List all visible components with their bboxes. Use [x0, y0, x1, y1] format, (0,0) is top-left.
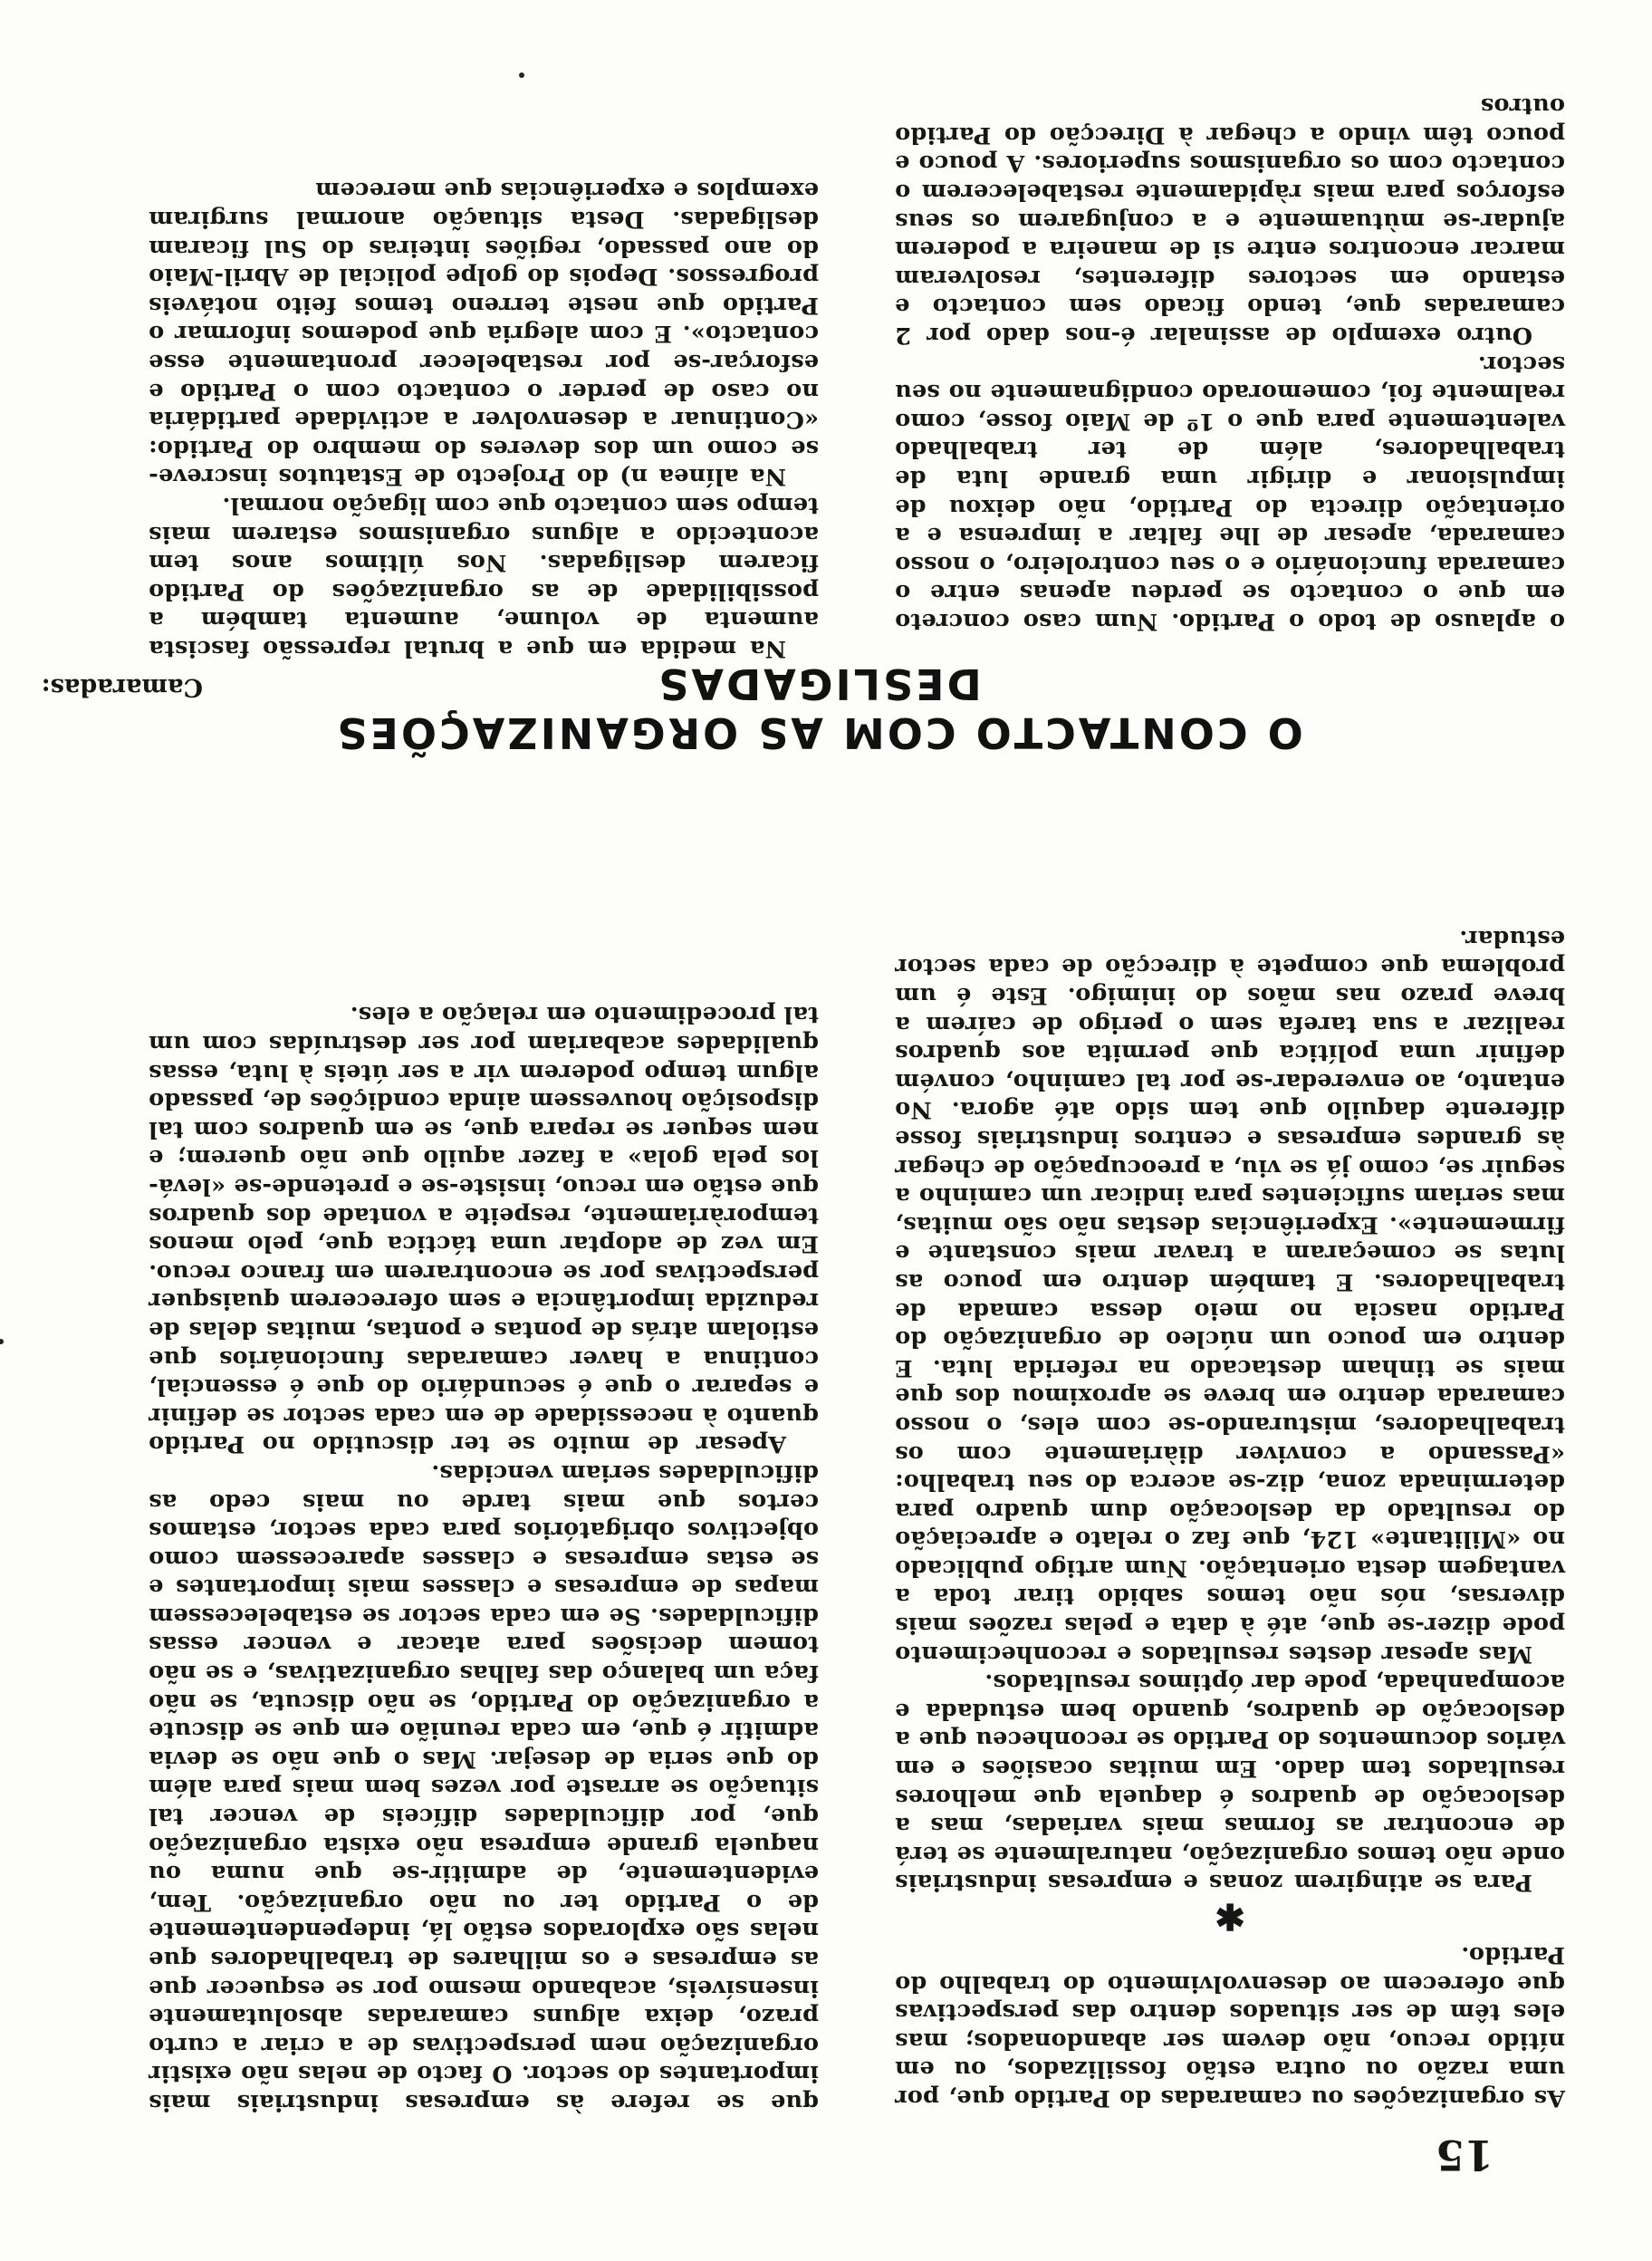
article-one-right-column [149, 1000, 819, 2116]
page-number: 15 [1435, 2131, 1494, 2179]
paragraph: Mas apesar destes resultados e reconhecimento pode dizer-se que, até à data e pelas razões mais diversas, nós não temos sabido tirar toda a vantagem desta orientação. Num artigo publicado no «Militante» 124, que faz o relato e apreciação do resultado da deslocação dum quadro para determinada zona, diz-se acerca do seu trabalho: «Passando a conviver diàriamente com os trabalhadores, misturando-se com eles, o nosso camarada dentro em breve se aproximou dos que mais se tinham destacado na referida luta. E dentro em pouco um núcleo de organização do Partido nascia no meio dessa camada de trabalhadores. E também dentro em pouco as lutas se começaram a travar mais constante e firmemente». Experiências destas não são muitas, mas seriam suficientes para indicar um caminho a seguir se, como já se viu, a preocupação de chegar às grandes empresas e centros industriais fosse diferente daquilo que tem sido até agora. No entanto, ao enveredar-se por tal caminho, convém definir uma política que permita aos quadros realizar a sua tarefa sem o perigo de caírem a breve prazo nas mãos do inimigo. Este é um problema que compete à direcção de cada sector estudar. [895, 924, 1565, 1668]
paragraph: Na alínea n) do Projecto de Estatutos inscreve-se como um dos deveres do membro do Partido: «Continuar a desenvolver a actividade partidária no caso de perder o contacto com o Partido e esforçar-se por restabelecer prontamente esse contacto». E com alegria que podemos informar o Partido que neste terreno temos feito notáveis progressos. Depois do golpe policial de Abril-Maio do ano passado, regiões inteiras do Sul ficaram desligadas. Desta situação anormal surgiram exemplos e experiências que merecem [149, 177, 819, 491]
paragraph: Apesar de muito se ter discutido no Partido quanto à necessidade de em cada sector se definir e separar o que é secundário do que é essencial, continua a haver camaradas funcionários que estiolam atrás de pontas e pontas, muitas delas de reduzida importância e sem oferecerem quaisquer perspectivas por se encontrarem em franco recuo. Em vez de adoptar uma táctica que, pelo menos temporàriamente, respeite a vontade dos quadros que estão em recuo, insiste-se e pretende-se «levá-los pela gola» a fazer aquilo que não querem; e nem sequer se repara que, se em quadros com tal disposição houvessem ainda condições de, passado algum tempo poderem vir a ser úteis à luta, essas qualidades acabariam por ser destruídas com um tal procedimento em relação a eles. [149, 1001, 819, 1458]
paragraph: o aplauso de todo o Partido. Num caso concreto em que o contacto se perdeu apenas entre o camarada funcionário e o seu controleiro, o nosso camarada, apesar de lhe faltar a imprensa e a orientação directa do Partido, não deixou de impulsionar e dirigir uma grande luta de trabalhadores, além de ter trabalhado valentemente para que o 1º de Maio fosse, como realmente foi, comemorado condignamente no seu sector. [895, 350, 1565, 635]
paragraph: Outro exemplo de assinalar é-nos dado por 2 camaradas que, tendo ficado sem contacto e estando em sectores diferentes, resolveram marcar encontros entre si de maneira a poderem ajudar-se mùtuamente e a conjugarem os seus esforços para mais ràpidamente restabelecerem o contacto com os organismos superiores. A pouco e pouco têm vindo a chegar à Direcção do Partido outros [895, 92, 1565, 350]
article-two-right-column [149, 176, 819, 662]
paragraph: Para se atingirem zonas e empresas industriais onde não temos organização, naturalmente se terá de encontrar as formas mais variadas, mas a deslocação de quadros é daquela que melhores resultados tem dado. Em muitas ocasiões e em vários documentos do Partido se reconheceu que a deslocação de quadros, quando bem estudada e acompanhada, pode dar óptimos resultados. [895, 1669, 1565, 1897]
article-two-left-column [895, 91, 1565, 635]
paragraph: Na medida em que a brutal repressão fascista aumenta de volume, aumenta também a possibilidade de as organizações do Partido ficarem desligadas. Nos últimos anos tem acontecido a alguns organismos estarem mais tempo sem contacto que com ligação normal. [149, 492, 819, 662]
paragraph: As organizações ou camaradas do Partido que, por uma razão ou outra estão fossilizados, ou em nítido recuo, não devem ser abandonados; mas eles têm de ser situados dentro das perspectivas que oferecem ao desenvolvimento do trabalho do Partido. [895, 1941, 1565, 2112]
section-star-icon: ✱ [1215, 1895, 1245, 1939]
ink-speck [519, 72, 524, 78]
salutation: Camaradas: [41, 673, 203, 701]
article-one-left-column [895, 923, 1565, 2112]
paragraph: que se refere às empresas industriais mais importantes do sector. O facto de nelas não existir organização nem perspectivas de a criar a curto prazo, deixa alguns camaradas absolutamente insensíveis, acabando mesmo por se esquecer que as empresas e os milhares de trabalhadores que nelas são explorados estão lá, independentemente de o Partido ter ou não organização. Tem, evidentemente, de admitir-se que numa ou naquela grande empresa não exista organização que, por dificuldades difíceis de vencer tal situação se arraste por vezes bem mais para além do que seria de desejar. Mas o que não se devia admitir é que, em cada reunião em que se discute a organização do Partido, se não discuta, se não faça um balanço das falhas organizativas, e se não tomem decisões para atacar e vencer essas dificuldades. Se em cada sector se estabelecessem mapas de empresas e classes mais importantes e se estas empresas e classes aparecessem como objectivos obrigatórios para cada sector, estamos certos que mais tarde ou mais cedo as dificuldades seriam vencidas. [149, 1458, 819, 2116]
ink-speck [0, 1339, 4, 1344]
article-heading: O CONTACTO COM AS ORGANIZAÇÕES DESLIGADAS [334, 659, 1303, 757]
